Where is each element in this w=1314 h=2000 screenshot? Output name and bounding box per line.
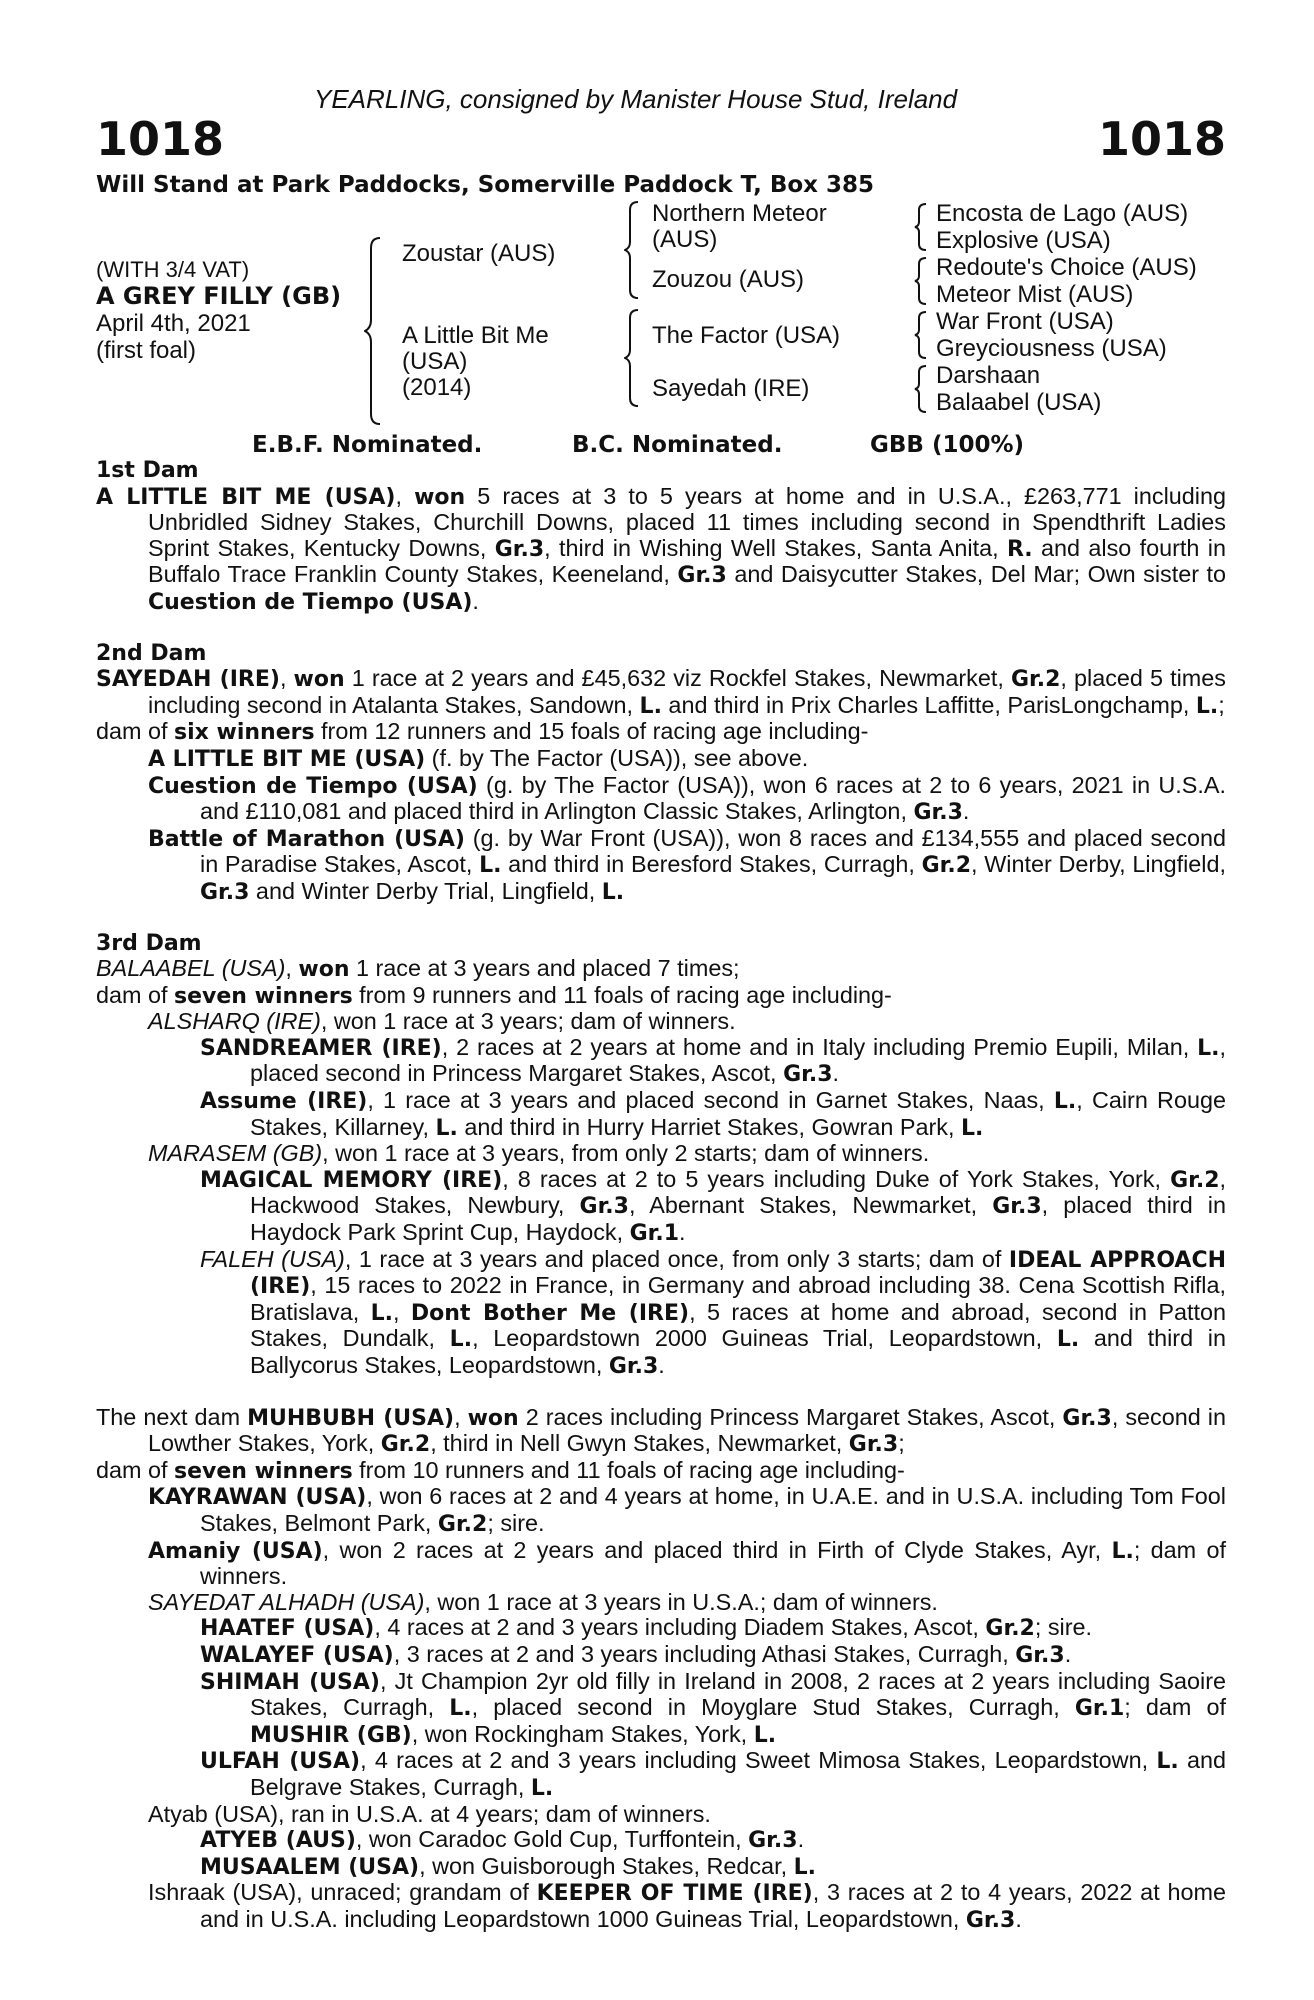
produce-entry: SANDREAMER (IRE), 2 races at 2 years at home and in Italy including Premio Eupili, Milan, L., placed second in Princess Margaret Stakes, Ascot, Gr.3. [200,1033,1226,1088]
section-heading-3rd-dam: 3rd Dam [96,930,202,956]
dam-line-3: (2014) [402,374,472,401]
ancestor-4: Meteor Mist (AUS) [936,281,1134,308]
produce-entry: Amaniy (USA), won 2 races at 2 years and placed third in Firth of Clyde Stakes, Ayr, L.; dam of winners. [148,1536,1226,1590]
produce-entry: MUSAALEM (USA), won Guisborough Stakes, Redcar, L. [200,1852,816,1880]
produce-summary: dam of six winners from 12 runners and 15 foals of racing age including- [96,718,869,746]
produce-entry: HAATEF (USA), 4 races at 2 and 3 years including Diadem Stakes, Ascot, Gr.2; sire. [200,1614,1093,1642]
produce-entry: Atyab (USA), ran in U.S.A. at 4 years; dam of winners. [148,1800,711,1827]
foaling-date: April 4th, 2021 [96,310,251,337]
produce-entry: SAYEDAT ALHADH (USA), won 1 race at 3 years in U.S.A.; dam of winners. [148,1588,938,1615]
sire-sire-line-2: (AUS) [652,226,718,253]
ebf-nomination: E.B.F. Nominated. [252,432,483,458]
dam-entry: A LITTLE BIT ME (USA), won 5 races at 3 to 5 years at home and in U.S.A., £263,771 including Unbridled Sidney Stakes, Churchill Downs, placed 11 times including second in Spendthrift Ladies Sprint Stakes, Kentucky Downs, Gr.3, third in Wishing Well Stakes, Santa Anita, R. and also fourth in Buffalo Trace Franklin County Stakes, Keeneland, Gr.3 and Daisycutter Stakes, Del Mar; Own sister to Cuestion de Tiempo (USA). [96,482,1227,615]
brace-icon [914,364,928,414]
produce-entry: ATYEB (AUS), won Caradoc Gold Cup, Turffontein, Gr.3. [200,1826,805,1854]
produce-entry: MAGICAL MEMORY (IRE), 8 races at 2 to 5 years including Duke of York Stakes, York, Gr.2, Hackwood Stakes, Newbury, Gr.3, Abernant Stakes, Newmarket, Gr.3, placed third in Haydock Park Sprint Cup, Haydock, Gr.1. [200,1165,1226,1247]
produce-summary: dam of seven winners from 10 runners and 11 foals of racing age including- [96,1456,905,1484]
sire: Zoustar (AUS) [402,240,556,267]
produce-entry: Battle of Marathon (USA) (g. by War Front (USA)), won 8 races and £134,555 and placed second in Paradise Stakes, Ascot, L. and third in Beresford Stakes, Curragh, Gr.2, Winter Derby, Lingfield, Gr.3 and Winter Derby Trial, Lingfield, L. [148,824,1226,905]
ancestor-2: Explosive (USA) [936,227,1111,254]
produce-entry: KAYRAWAN (USA), won 6 races at 2 and 4 years at home, in U.A.E. and in U.S.A. including Tom Fool Stakes, Belmont Park, Gr.2; sire. [148,1483,1226,1537]
section-heading-1st-dam: 1st Dam [96,458,199,483]
brace-icon [624,200,642,300]
brace-icon [914,202,928,252]
catalogue-body [96,458,1226,1933]
produce-entry: WALAYEF (USA), 3 races at 2 and 3 years including Athasi Stakes, Curragh, Gr.3. [200,1640,1072,1668]
produce-entry: ALSHARQ (IRE), won 1 race at 3 years; dam of winners. [148,1008,736,1035]
dam-entry: SAYEDAH (IRE), won 1 race at 2 years and £45,632 viz Rockfel Stakes, Newmarket, Gr.2, placed 5 times including second in Atalanta Stakes, Sandown, L. and third in Prix Charles Laffitte, ParisLongchamp, L.; [96,665,1226,719]
stand-location: Will Stand at Park Paddocks, Somerville Paddock T, Box 385 [96,172,875,198]
produce-entry: SHIMAH (USA), Jt Champion 2yr old filly in Ireland in 2008, 2 races at 2 years including Saoire Stakes, Curragh, L., placed second in Moyglare Stud Stakes, Curragh, Gr.1; dam of MUSHIR (GB), won Rockingham Stakes, York, L. [200,1667,1227,1748]
consignment-line: YEARLING, consigned by Manister House Stud, Ireland [314,84,958,114]
dam-dam: Sayedah (IRE) [652,375,810,402]
dam-line-2: (USA) [402,348,468,375]
brace-icon [364,236,384,426]
ancestor-1: Encosta de Lago (AUS) [936,200,1189,227]
sire-dam: Zouzou (AUS) [652,266,805,293]
produce-entry: Assume (IRE), 1 race at 3 years and placed second in Garnet Stakes, Naas, L., Cairn Rouge Stakes, Killarney, L. and third in Hurry Harriet Stakes, Gowran Park, L. [200,1087,1226,1141]
brace-icon [624,308,642,408]
produce-entry: MARASEM (GB), won 1 race at 3 years, from only 2 starts; dam of winners. [148,1140,930,1167]
lot-number-left: 1018 [96,112,225,166]
dam-line-1: A Little Bit Me [402,322,549,349]
produce-entry: A LITTLE BIT ME (USA) (f. by The Factor (USA)), see above. [148,744,809,772]
produce-entry: Ishraak (USA), unraced; grandam of KEEPER OF TIME (IRE), 3 races at 2 to 4 years, 2022 at home and in U.S.A. including Leopardstown 1000 Guineas Trial, Leopardstown, Gr.3. [148,1879,1226,1933]
ancestor-3: Redoute's Choice (AUS) [936,254,1197,281]
produce-entry: Cuestion de Tiempo (USA) (g. by The Factor (USA)), won 6 races at 2 to 6 years, 2021 in U.S.A. and £110,081 and placed third in Arlington Classic Stakes, Arlington, Gr.3. [148,771,1226,826]
dam-sire: The Factor (USA) [652,322,841,349]
brace-icon [914,310,928,360]
dam-entry: The next dam MUHBUBH (USA), won 2 races including Princess Margaret Stakes, Ascot, Gr.3, second in Lowther Stakes, York, Gr.2, third in Nell Gwyn Stakes, Newmarket, Gr.3; [96,1403,1226,1458]
ancestor-8: Balaabel (USA) [936,389,1102,416]
bc-nomination: B.C. Nominated. [572,432,783,458]
lot-name: A GREY FILLY (GB) [96,282,342,310]
ancestor-5: War Front (USA) [936,308,1114,335]
gbb-status: GBB (100%) [870,432,1025,458]
dam-entry: BALAABEL (USA), won 1 race at 3 years and placed 7 times; [96,955,740,983]
vat-note: (WITH 3/4 VAT) [96,257,250,282]
ancestor-7: Darshaan [936,362,1041,389]
ancestor-6: Greyciousness (USA) [936,335,1167,362]
produce-entry: FALEH (USA), 1 race at 3 years and placed once, from only 3 starts; dam of IDEAL APPROACH (IRE), 15 races to 2022 in France, in Germany and abroad including 38. Cena Scottish Rifla, Bratislava, L., Dont Bother Me (IRE), 5 races at home and abroad, second in Patton Stakes, Dundalk, L., Leopardstown 2000 Guineas Trial, Leopardstown, L. and third in Ballycorus Stakes, Leopardstown, Gr.3. [200,1245,1227,1379]
produce-entry: ULFAH (USA), 4 races at 2 and 3 years including Sweet Mimosa Stakes, Leopardstown, L. and Belgrave Stakes, Curragh, L. [200,1747,1226,1801]
sire-sire-line-1: Northern Meteor [652,200,827,227]
section-heading-2nd-dam: 2nd Dam [96,640,207,666]
pedigree-table [96,200,1226,425]
foal-note: (first foal) [96,337,197,364]
lot-number-right: 1018 [1097,112,1226,166]
brace-icon [914,256,928,306]
produce-summary: dam of seven winners from 9 runners and 11 foals of racing age including- [96,981,892,1009]
